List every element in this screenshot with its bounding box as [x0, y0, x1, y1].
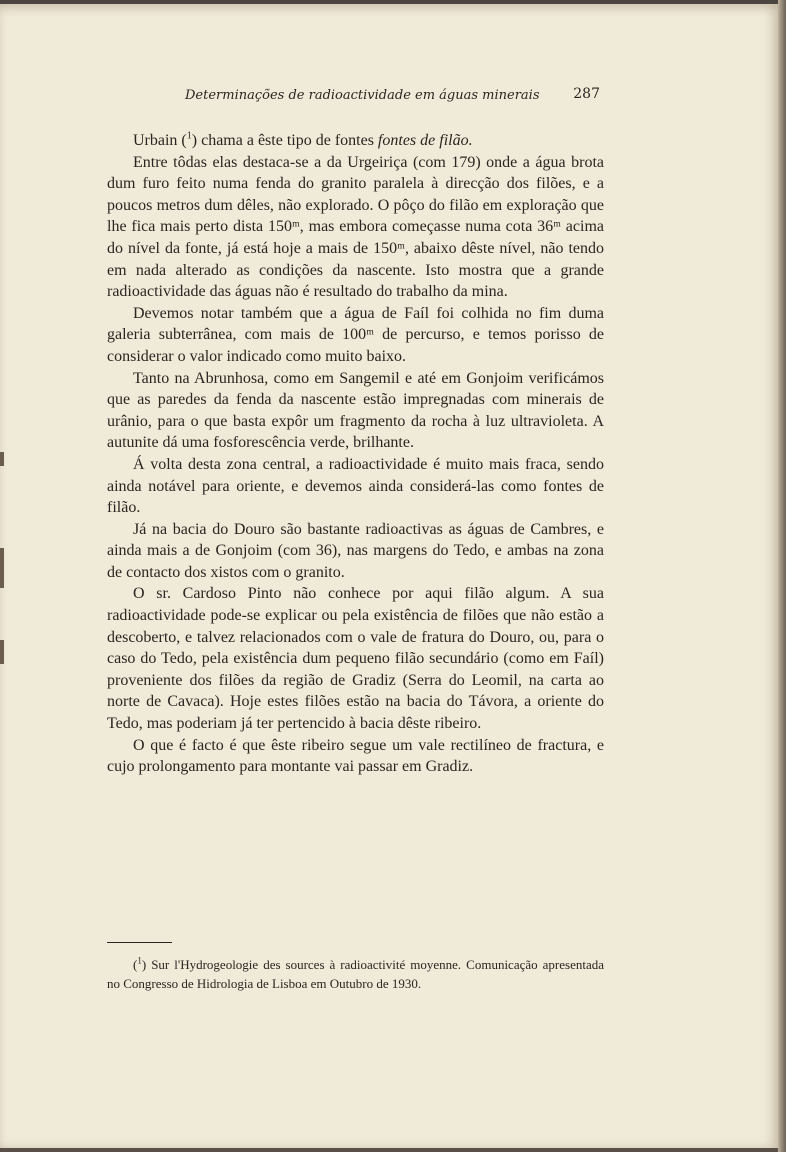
margin-mark: [0, 640, 4, 664]
paragraph-1-italic: fontes de filão.: [377, 132, 473, 149]
footnote-divider: [107, 942, 172, 943]
body-text: [107, 130, 604, 778]
footnote-text: Sur l'Hydrogeologie des sources à radioactivité moyenne. Comunicação apresentada no Congresso de Hidrologia de Lisboa em Outubro de 1930.: [107, 957, 604, 991]
footnote-ref-1: 1: [186, 130, 192, 142]
paragraph-4: Tanto na Abrunhosa, como em Sangemil e até em Gonjoim verificámos que as paredes da fenda da nascente estão impregnadas com minerais de urânio, para o que basta expôr um fragmento da rocha à luz ultravioleta. A autunite dá uma fosforescência verde, brilhante.: [107, 369, 604, 452]
scan-right-edge: [778, 0, 786, 1152]
footnote-number: 1: [137, 955, 142, 966]
page-number: 287: [573, 86, 600, 102]
paragraph-2: Entre tôdas elas destaca-se a da Urgeiriça (com 179) onde a água brota dum furo feito numa fenda do granito paralela à direcção dos filões, e a poucos metros dum dêles, não explorado. O pôço do filão em exploração que lhe fica mais perto dista 150ᵐ, mas embora começasse numa cota 36ᵐ acima do nível da fonte, já está hoje a mais de 150ᵐ, abaixo dêste nível, não tendo em nada alterado as condições da nascente. Isto mostra que a grande radioactividade das águas não é resultado do trabalho da mina.: [107, 153, 604, 301]
paragraph-6: Já na bacia do Douro são bastante radioactivas as águas de Cambres, e ainda mais a de Gonjoim (com 36), nas margens do Tedo, e ambas na zona de contacto dos xistos com o granito.: [107, 520, 604, 581]
paragraph-7: O sr. Cardoso Pinto não conhece por aqui filão algum. A sua radioactividade pode-se explicar ou pela existência de filões que não estão a descoberto, e talvez relacionados com o vale de fratura do Douro, ou, para o caso do Tedo, pela existência dum pequeno filão secundário (como em Faíl) proveniente dos filões da região de Gradiz (Serra do Leomil, na carta ao norte de Cavaca). Hoje estes filões estão na bacia do Távora, a oriente do Tedo, mas poderiam já ter pertencido à bacia dêste ribeiro.: [107, 585, 604, 733]
paragraph-1-mid: ) chama a êste tipo de fontes: [191, 132, 378, 149]
book-page: [0, 4, 778, 1148]
paragraph-3: Devemos notar também que a água de Faíl foi colhida no fim duma galeria subterrânea, com mais de 100ᵐ de percurso, e temos porisso de considerar o valor indicado como muito baixo.: [107, 304, 604, 365]
paragraph-8: O que é facto é que êste ribeiro segue um vale rectilíneo de fractura, e cujo prolongamento para montante vai passar em Gradiz.: [107, 736, 604, 776]
running-title: Determinações de radioactividade em águas minerais: [185, 88, 540, 103]
footnote: ($^1$) Sur l'Hydrogeologie des sources à radioactivité moyenne. Comunicação apresentada no Congresso de Hidrologia de Lisboa em Outubro de 1930.: [107, 955, 604, 991]
paragraph-5: Á volta desta zona central, a radioactividade é muito mais fraca, sendo ainda notável para oriente, e devemos ainda considerá-las como fontes de filão.: [107, 455, 604, 517]
margin-mark: [0, 452, 4, 466]
margin-mark: [0, 548, 4, 588]
paragraph-1-prefix: Urbain (: [133, 132, 187, 149]
paragraph-1: [107, 130, 604, 152]
